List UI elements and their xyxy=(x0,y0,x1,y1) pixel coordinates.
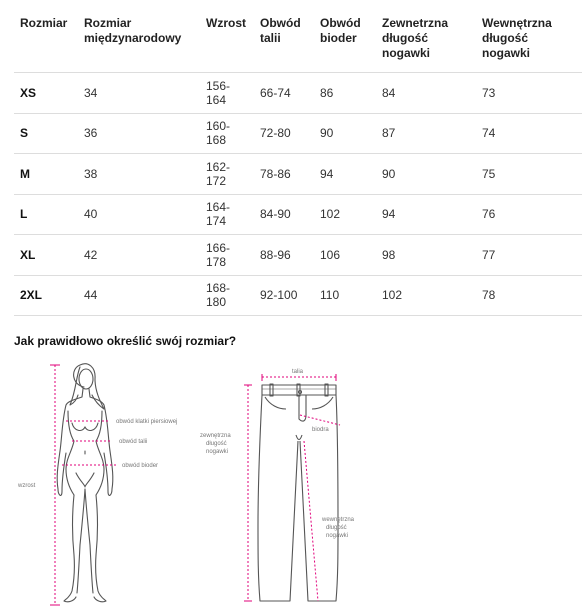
header-line: nogawki xyxy=(382,46,431,60)
cell-inner: 77 xyxy=(476,235,582,276)
woman-figure xyxy=(57,364,113,602)
cell-waist: 88-96 xyxy=(254,235,314,276)
cell-size: XS xyxy=(14,73,78,114)
header-height xyxy=(200,8,254,73)
pants-label-inner-line: wewnętrzna xyxy=(322,517,355,523)
header-outer-leg xyxy=(376,8,476,73)
pants-label-waist: talia xyxy=(292,369,304,375)
header-line: Wzrost xyxy=(206,16,246,30)
header-line: Wewnętrzna xyxy=(482,16,552,30)
cell-hips: 94 xyxy=(314,154,376,195)
cell-size: 2XL xyxy=(14,275,78,316)
cell-outer: 90 xyxy=(376,154,476,195)
cell-waist: 72-80 xyxy=(254,113,314,154)
pants-label-inner-line: długość xyxy=(326,525,347,531)
pants-label-outer-line: zewnętrzna xyxy=(200,433,231,439)
cell-size: M xyxy=(14,154,78,195)
cell-line: 156- xyxy=(206,78,231,93)
cell-hips: 102 xyxy=(314,194,376,235)
cell-outer: 87 xyxy=(376,113,476,154)
cell-line: 162- xyxy=(206,159,231,174)
cell-hips: 106 xyxy=(314,235,376,276)
header-hips xyxy=(314,8,376,73)
header-line: Zewnetrzna xyxy=(382,16,449,30)
table-row xyxy=(14,194,582,235)
cell-line: 178 xyxy=(206,254,227,269)
cell-intl: 36 xyxy=(78,113,200,154)
header-line: Obwód xyxy=(320,16,361,30)
header-line: długość xyxy=(382,31,429,45)
cell-intl: 38 xyxy=(78,154,200,195)
cell-intl: 40 xyxy=(78,194,200,235)
cell-line: 166- xyxy=(206,240,231,255)
cell-intl: 34 xyxy=(78,73,200,114)
header-line: Rozmiar xyxy=(20,16,68,30)
cell-hips: 110 xyxy=(314,275,376,316)
cell-line: 168- xyxy=(206,281,231,296)
cell-height xyxy=(200,154,254,195)
pants-inner-line xyxy=(304,441,318,601)
cell-outer: 94 xyxy=(376,194,476,235)
cell-height xyxy=(200,73,254,114)
cell-line: 172 xyxy=(206,173,227,188)
cell-waist: 84-90 xyxy=(254,194,314,235)
pants-label-hips: biodra xyxy=(312,427,329,433)
cell-inner: 73 xyxy=(476,73,582,114)
cell-outer: 98 xyxy=(376,235,476,276)
cell-inner: 78 xyxy=(476,275,582,316)
table-row xyxy=(14,154,582,195)
cell-outer: 84 xyxy=(376,73,476,114)
label-waist: obwód talii xyxy=(119,439,148,445)
pants-label-outer-line: nogawki xyxy=(206,449,229,455)
table-row xyxy=(14,235,582,276)
cell-height xyxy=(200,275,254,316)
pants-label-outer-line: długość xyxy=(206,441,227,447)
cell-size: L xyxy=(14,194,78,235)
label-chest: obwód klatki piersiowej xyxy=(116,419,178,425)
cell-intl: 42 xyxy=(78,235,200,276)
header-line: nogawki xyxy=(482,46,531,60)
table-row xyxy=(14,113,582,154)
header-line: Rozmiar xyxy=(84,16,132,30)
cell-hips: 86 xyxy=(314,73,376,114)
label-height: wzrost xyxy=(18,483,36,489)
cell-size: XL xyxy=(14,235,78,276)
header-line: długość xyxy=(482,31,529,45)
table-row xyxy=(14,73,582,114)
measurement-guide-heading: Jak prawidłowo określić swój rozmiar? xyxy=(14,334,237,348)
cell-height xyxy=(200,194,254,235)
cell-line: 180 xyxy=(206,295,227,310)
cell-height xyxy=(200,235,254,276)
table-row xyxy=(14,275,582,316)
cell-waist: 66-74 xyxy=(254,73,314,114)
cell-outer: 102 xyxy=(376,275,476,316)
cell-line: 174 xyxy=(206,214,227,229)
pants-label-outer xyxy=(200,433,231,455)
cell-line: 164- xyxy=(206,200,231,215)
size-table xyxy=(14,8,582,316)
header-intl-size xyxy=(78,8,200,73)
cell-line: 168 xyxy=(206,133,227,148)
table-header-row xyxy=(14,8,582,73)
cell-inner: 75 xyxy=(476,154,582,195)
header-line: Obwód xyxy=(260,16,301,30)
cell-inner: 74 xyxy=(476,113,582,154)
header-inner-leg xyxy=(476,8,582,73)
cell-waist: 78-86 xyxy=(254,154,314,195)
header-line: międzynarodowy xyxy=(84,31,182,45)
cell-line: 164 xyxy=(206,92,227,107)
pants-label-inner xyxy=(321,517,355,539)
cell-size: S xyxy=(14,113,78,154)
header-waist xyxy=(254,8,314,73)
cell-waist: 92-100 xyxy=(254,275,314,316)
woman-measure-lines xyxy=(50,365,116,605)
pants-figure xyxy=(258,384,338,601)
header-line: talii xyxy=(260,31,281,45)
cell-line: 160- xyxy=(206,119,231,134)
cell-inner: 76 xyxy=(476,194,582,235)
label-hips: obwód bioder xyxy=(122,463,159,469)
header-size xyxy=(14,8,78,73)
cell-height xyxy=(200,113,254,154)
cell-hips: 90 xyxy=(314,113,376,154)
pants-label-inner-line: nogawki xyxy=(326,533,349,539)
cell-intl: 44 xyxy=(78,275,200,316)
measurement-illustration xyxy=(0,355,588,610)
header-line: bioder xyxy=(320,31,357,45)
